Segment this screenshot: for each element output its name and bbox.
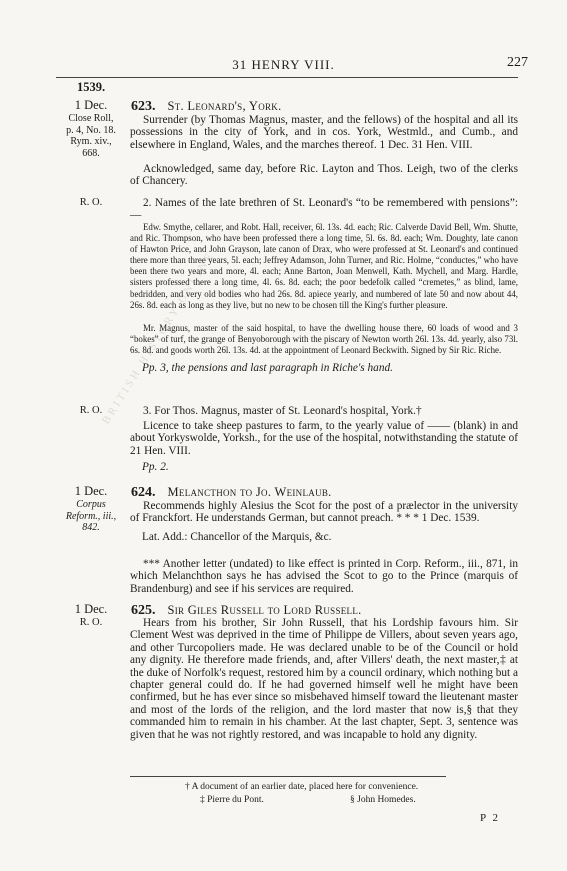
source-line: Close Roll, [68,113,114,124]
footnote-double-dagger: ‡ Pierre du Pont. [200,795,264,805]
signature-mark: P 2 [480,812,500,824]
running-header-title: 31 HENRY VIII. [232,57,335,72]
entry-623-date: 1 Dec. [74,98,108,112]
entry-title: St. Leonard's, York. [167,99,282,113]
entry-625-date: 1 Dec. [74,602,108,616]
entry-623-source [56,113,126,159]
entry-623-heading [131,97,282,115]
entry-number: 624. [131,485,156,500]
record-office-ref: R. O. [79,405,103,416]
entry-623-licence-heading: 3. For Thos. Magnus, master of St. Leonard's hospital, York.† [143,405,422,417]
year-marker: 1539. [76,80,106,94]
source-line: p. 4, No. 18. [66,124,116,136]
entry-title: Sir Giles Russell to Lord Russell. [167,603,362,617]
entry-624-language-address: Lat. Add.: Chancellor of the Marquis, &c. [142,531,332,543]
source-line: 842. [82,522,100,533]
entry-624-source [56,499,126,534]
watermark: BRITISH HISTORY ONLINE [100,248,218,427]
source-line: R. O. [79,617,103,628]
footnote-section: § John Homedes. [350,795,416,805]
entry-623-licence: Licence to take sheep pastures to farm, to the yearly value of —— (blank) in and about Yorkyswolde, Yorksh., for the use of the hospital, notwithstanding the statute of 21 Hen. VIII. [130,420,518,457]
footnote-dagger: † A document of an earlier date, placed here for convenience. [185,782,419,792]
entry-623-surrender: Surrender (by Thomas Magnus, master, and the fellows) of the hospital and all its possessions in the city of York, and in cos. York, Westmld., and Cumb., and elsewhere in England, Wales, and the marches thereof. 1 Dec. 31 Hen. VIII. [130,114,518,151]
entry-623-page-note: Pp. 3, the pensions and last paragraph in Riche's hand. [142,362,393,374]
entry-title: Melancthon to Jo. Weinlaub. [167,485,332,499]
entry-623-pension-list: Edw. Smythe, cellarer, and Robt. Hall, receiver, 6l. 13s. 4d. each; Ric. Calverde David Bell, Wm. Shutte, and Ric. Thompson, who have been professed there a long time, 5l. 6s. 8d. each; Wm. Doughty, late canon of Hawton Price, and John Grayson, late canon of Drax, who were professed at St. Leonard's and continued there more than three years, 5l. each; Jeffrey Adamson, John Turner, and Ric. Holme, “conductes,” who have been there two years and more, 4l. each; Anne Barton, Joan Menwell, Kath. Mychell, and Marg. Hardle, sisters professed there a long time, 4l. 6s. 8d. each; the poor bedefolk called “cremetes,” as blind, lame, bedridden, and very old bodies who had 26s. 8d. apiece yearly, and numbered of late 50 and now about 44, 26s. 8d. each as long as they live, but no new to be chosen till the King's further pleasure. [130,222,518,310]
source-line: Rym. xiv., [70,136,112,147]
entry-number: 623. [131,99,156,114]
entry-623-acknowledged: Acknowledged, same day, before Ric. Layton and Thos. Leigh, two of the clerks of Chancery. [130,163,518,188]
entry-625-source [56,617,126,629]
entry-624-date: 1 Dec. [74,484,108,498]
entry-624-note: *** Another letter (undated) to like effect is printed in Corp. Reform., iii., 871, in which Melanchthon says he has advised the Scot to go to the Prince (marquis of Brandenburg) and see if his services are required. [130,558,518,595]
header-rule [56,77,518,78]
record-office-ref: R. O. [79,197,103,208]
entry-624-heading [131,483,332,501]
source-line: Reform., iii., [65,510,117,522]
entry-623-page-count: Pp. 2. [142,461,169,473]
source-line: Corpus [76,499,106,510]
entry-623-pension-list-intro: 2. Names of the late brethren of St. Leonard's “to be remembered with pensions”:— [130,197,518,222]
entry-624-summary: Recommends highly Alesius the Scot for the post of a prælector in the university of Franckfort. He understands German, but cannot preach. * * * 1 Dec. 1539. [130,500,518,525]
entry-number: 625. [131,603,156,618]
source-line: 668. [82,147,100,159]
footnote-rule [130,776,446,777]
entry-625-letter-summary: Hears from his brother, Sir John Russell, that his Lordship favours him. Sir Clement West was deprived in the time of Philippe de Villers, about seven years ago, and other Turcopoliers made. He was declared unable to be of the Council or hold any dignity. He therefore made friends, and, after Villers' death, the next master,‡ at the duke of Norfolk's request, restored him by a council ordinary, which nothing but a chapter general could do. If he had governed himself well he might have been confirmed, but he has ever since so misbehaved himself toward the lieutenant master and most of the lords of the religion, and the lord master that now is,§ that they commanded him to remain in his chamber. At the last chapter, Sept. 3, sentence was given that he was not rightly restored, and was incapable to hold any dignity. [130,617,518,741]
page-number: 227 [507,55,528,70]
entry-623-master-provision: Mr. Magnus, master of the said hospital, to have the dwelling house there, 60 loads of wood and 3 “bokes” of turf, the grange of Benyoborough with the piscary of Newton worth 26l. 13s. 4d. yearly, also 73l. 6s. 8d. and goods worth 26l. 13s. 4d. at the appointment of Leonard Beckwith. Signed by Sir Ric. Riche. [130,323,518,356]
